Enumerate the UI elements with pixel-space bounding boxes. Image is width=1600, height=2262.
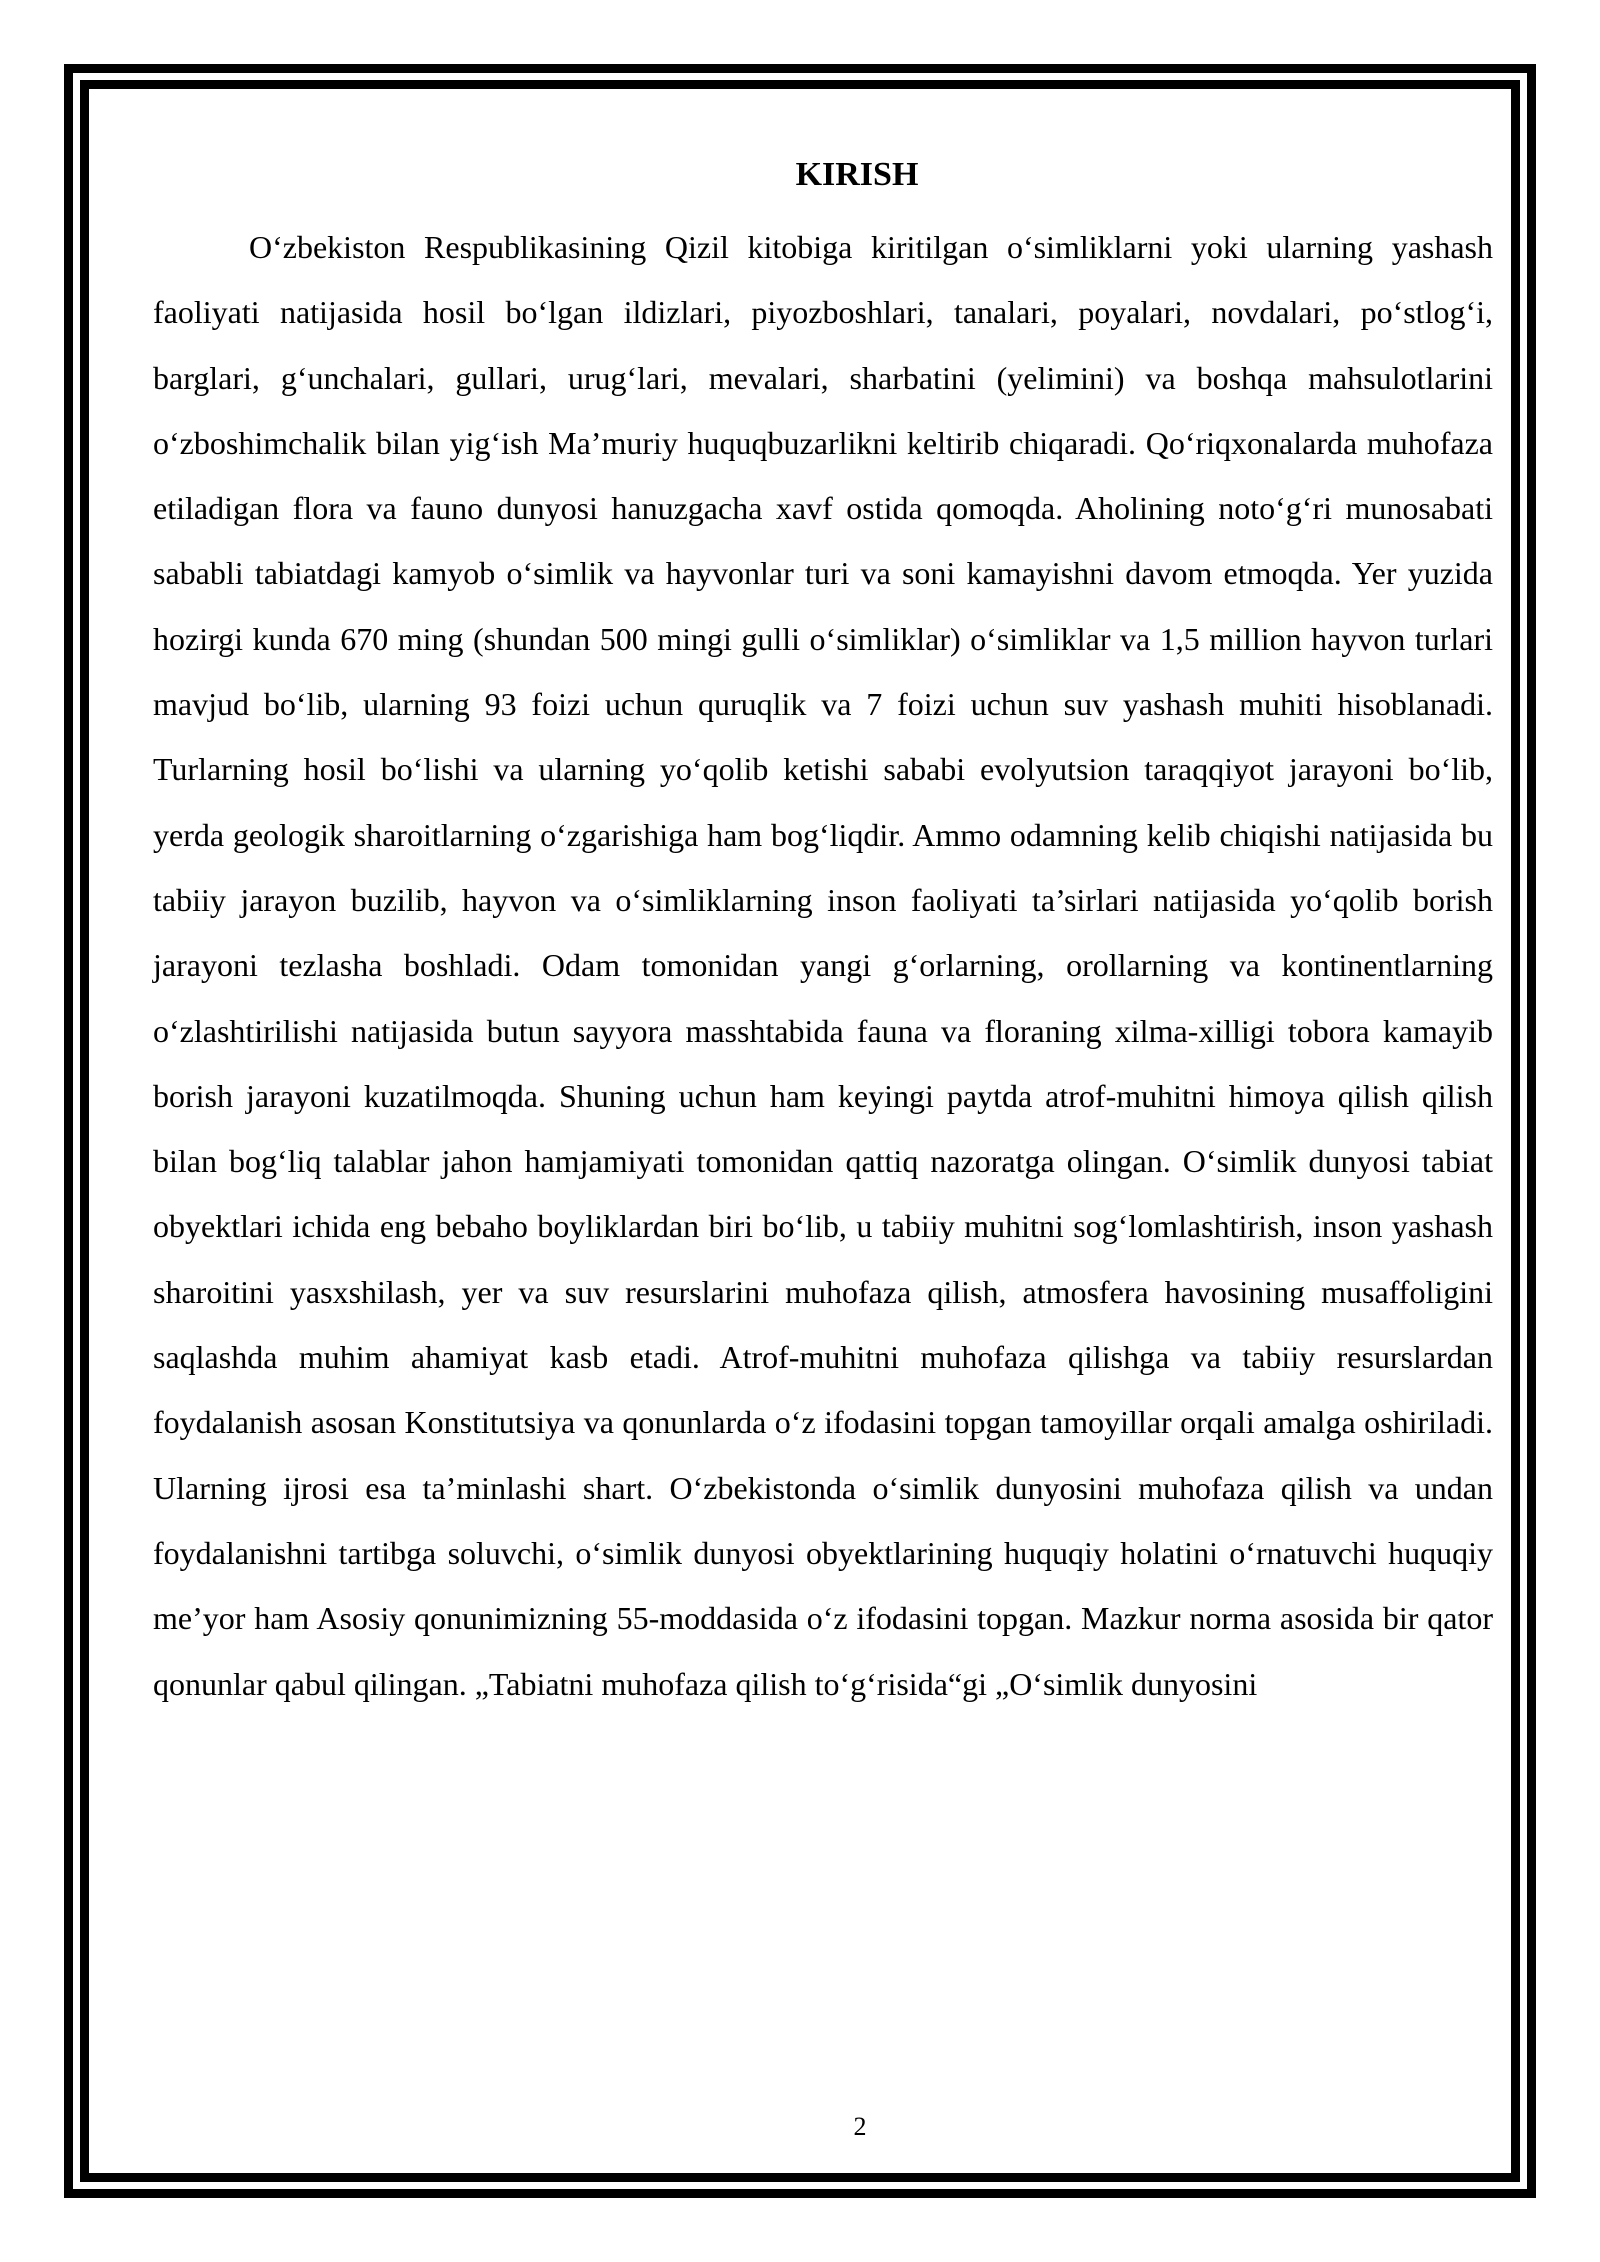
page-number: 2 [853,2112,867,2141]
page-title: KIRISH [795,156,919,193]
page-content [153,150,1493,1717]
body-paragraph: O‘zbekiston Respublikasining Qizil kitobiga kiritilgan o‘simliklarni yoki ularning yashash faoliyati natijasida hosil bo‘lgan ildizlari, piyozboshlari, tanalari, poyalari, novdalari, po‘stlog‘i, barglari, g‘unchalari, gullari, urug‘lari, mevalari, sharbatini (yelimini) va boshqa mahsulotlarini o‘zboshimchalik bilan yig‘ish Ma’muriy huquqbuzarlikni keltirib chiqaradi. Qo‘riqxonalarda muhofaza etiladigan flora va fauno dunyosi hanuzgacha xavf ostida qomoqda. Aholining noto‘g‘ri munosabati sababli tabiatdagi kamyob o‘simlik va hayvonlar turi va soni kamayishni davom etmoqda. Yer yuzida hozirgi kunda 670 ming (shundan 500 mingi gulli o‘simliklar) o‘simliklar va 1,5 million hayvon turlari mavjud bo‘lib, ularning 93 foizi uchun quruqlik va 7 foizi uchun suv yashash muhiti hisoblanadi. Turlarning hosil bo‘lishi va ularning yo‘qolib ketishi sababi evolyutsion taraqqiyot jarayoni bo‘lib, yerda geologik sharoitlarning o‘zgarishiga ham bog‘liqdir. Ammo odamning kelib chiqishi natijasida bu tabiiy jarayon buzilib, hayvon va o‘simliklarning inson faoliyati ta’sirlari natijasida yo‘qolib borish jarayoni tezlasha boshladi. Odam tomonidan yangi g‘orlarning, orollarning va kontinentlarning o‘zlashtirilishi natijasida butun sayyora masshtabida fauna va floraning xilma-xilligi tobora kamayib borish jarayoni kuzatilmoqda. Shuning uchun ham keyingi paytda atrof-muhitni himoya qilish qilish bilan bog‘liq talablar jahon hamjamiyati tomonidan qattiq nazoratga olingan. O‘simlik dunyosi tabiat obyektlari ichida eng bebaho boyliklardan biri bo‘lib, u tabiiy muhitni sog‘lomlashtirish, inson yashash sharoitini yasxshilash, yer va suv resurslarini muhofaza qilish, atmosfera havosining musaffoligini saqlashda muhim ahamiyat kasb etadi. Atrof-muhitni muhofaza qilishga va tabiiy resurslardan foydalanish asosan Konstitutsiya va qonunlarda o‘z ifodasini topgan tamoyillar orqali amalga oshiriladi. Ularning ijrosi esa ta’minlashi shart. O‘zbekistonda o‘simlik dunyosini muhofaza qilish va undan foydalanishni tartibga soluvchi, o‘simlik dunyosi obyektlarining huquqiy holatini o‘rnatuvchi huquqiy me’yor ham Asosiy qonunimizning 55-moddasida o‘z ifodasini topgan. Mazkur norma asosida bir qator qonunlar qabul qilingan. „Tabiatni muhofaza qilish to‘g‘risida“gi „O‘simlik dunyosini [153,229,1493,1702]
